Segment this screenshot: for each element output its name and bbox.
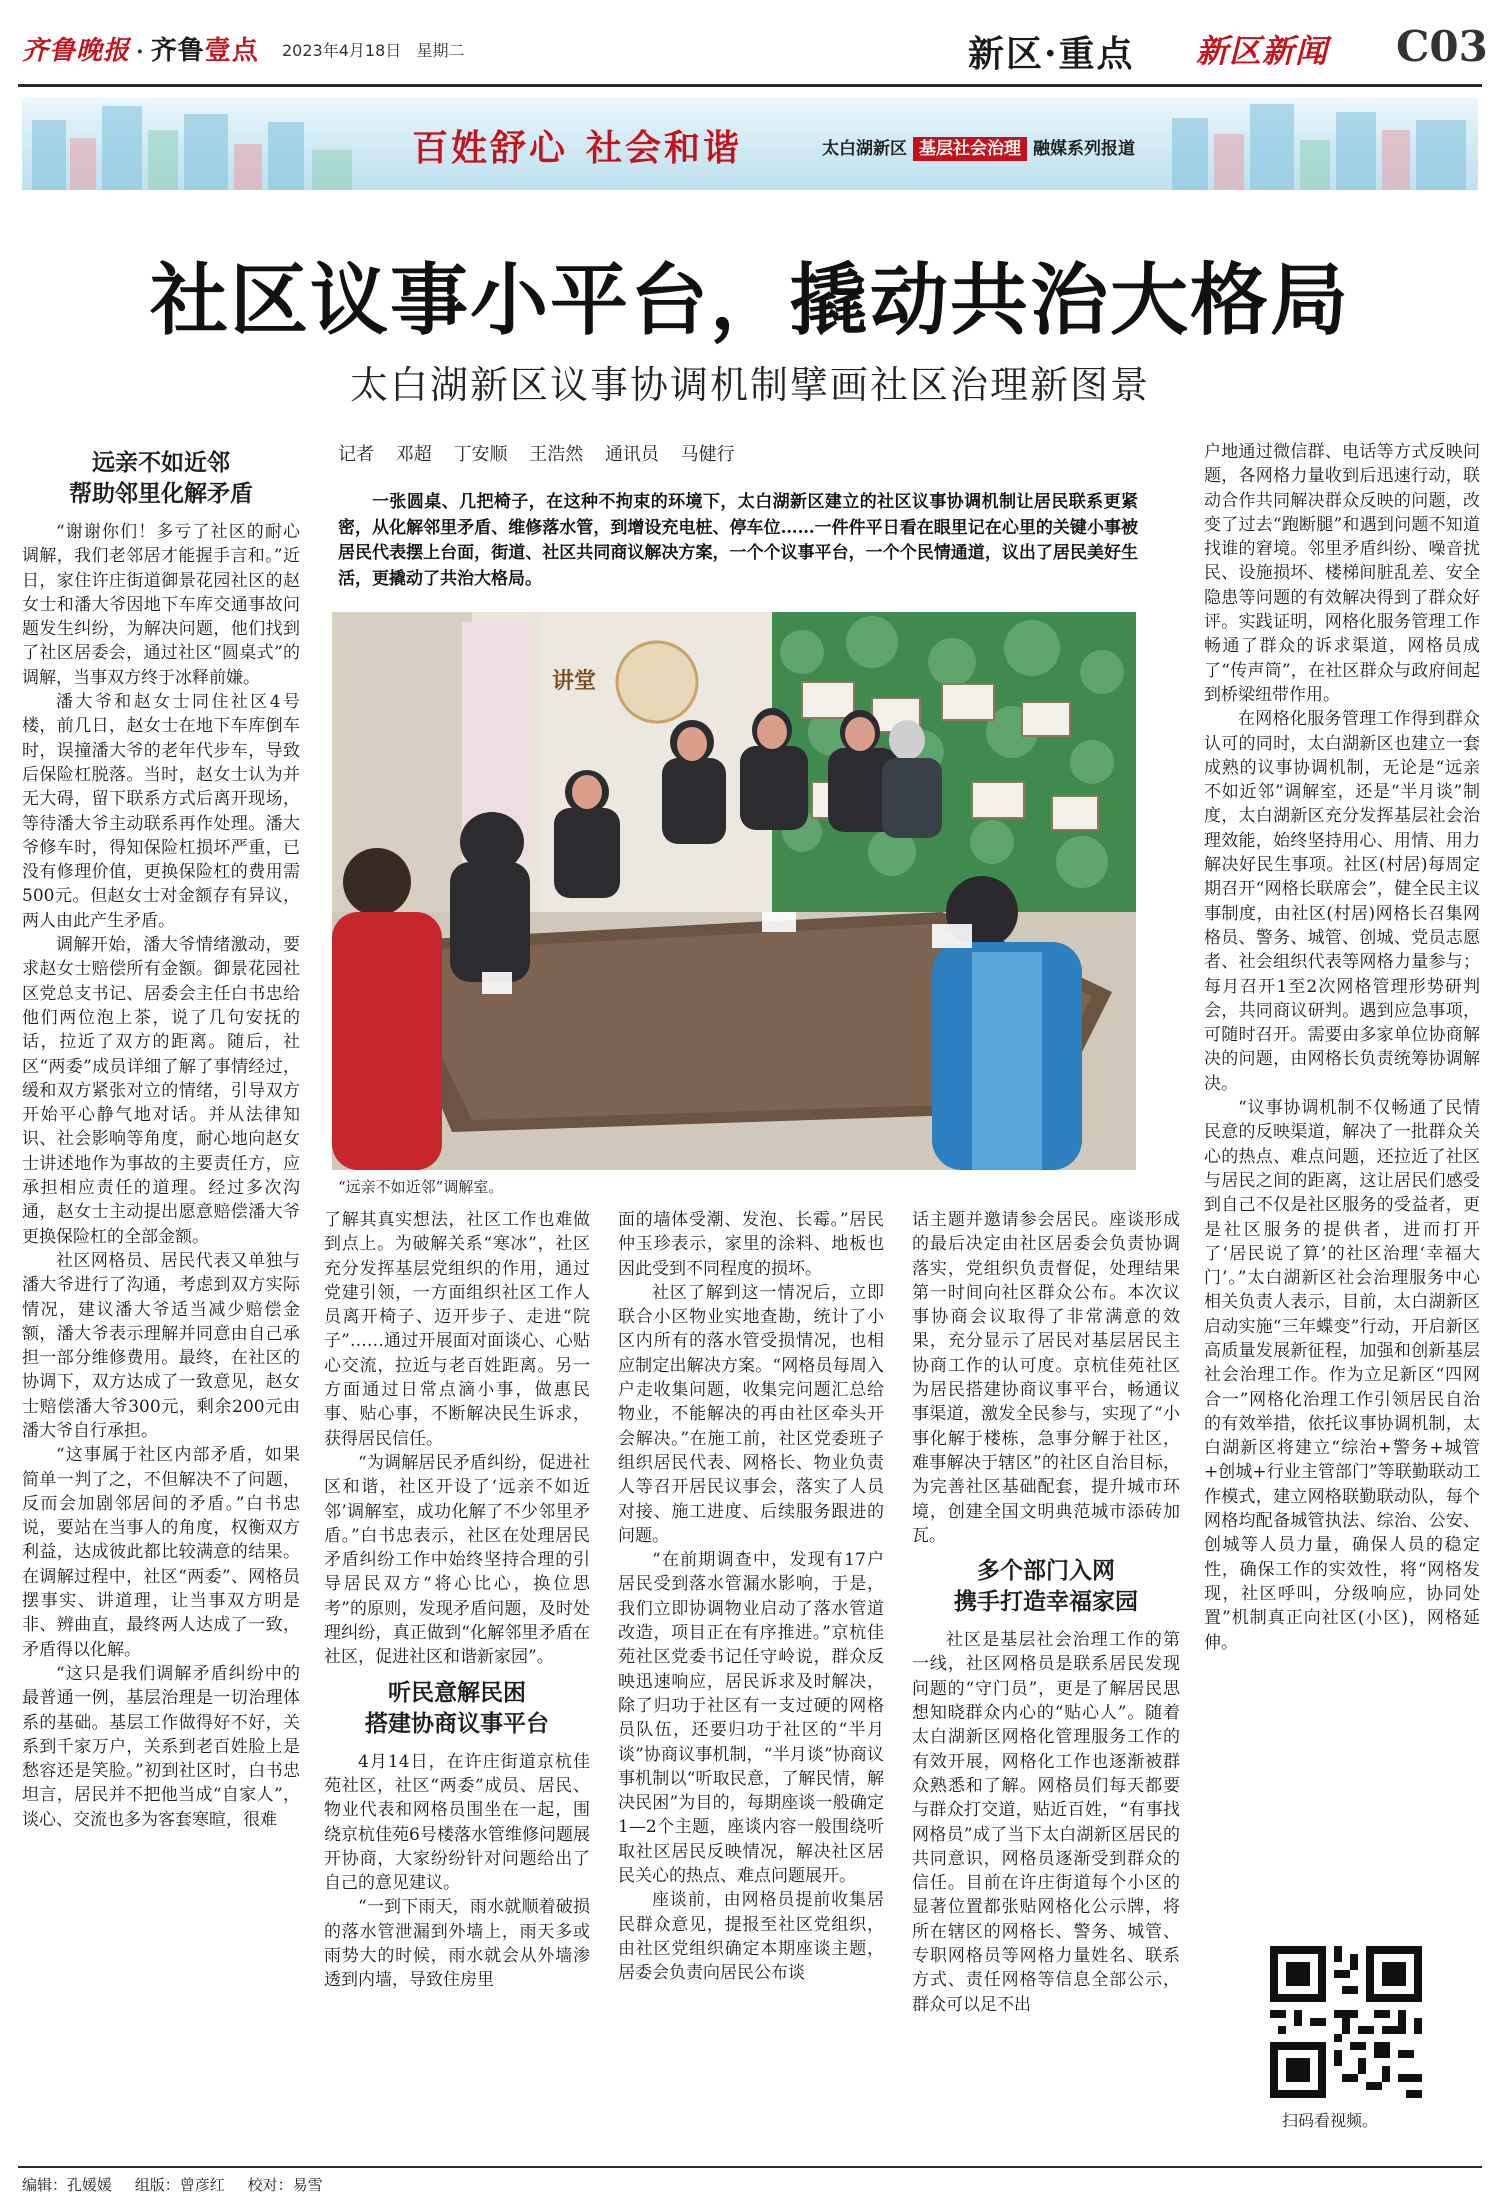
byline-role: 记者: [338, 444, 374, 465]
paragraph: 面的墙体受潮、发泡、长霉。”居民仲玉珍表示，家里的涂料、地板也因此受到不同程度的损坏。: [618, 1210, 884, 1279]
paragraph: “在前期调查中，发现有17户居民受到落水管漏水影响，于是，我们立即协调物业启动了落水管道改造，项目正在有序推进。”京杭佳苑社区党委书记任守岭说，群众反映迅速响应，居民诉求及时解决，除了归功于社区有一支过硬的网格员队伍，还要归功于社区的“半月谈”协商议事机制，“半月谈”协商议事机制以“听取民意，了解民情，解决民困”为目的，每期座谈一般确定1—2个主题，座谈内容一般围绕听取社区居民反映情况，解决社区居民关心的热点、难点问题展开。: [618, 1550, 884, 1887]
paragraph: “议事协调机制不仅畅通了民情民意的反映渠道，解决了一批群众关心的热点、难点问题，还拉近了社区与居民之间的距离，这让居民们感受到自己不仅是社区服务的受益者，更是社区服务的提供者，进而打开了‘居民说了算’的社区治理‘幸福大门’。”太白湖新区社会治理服务中心相关负责人表示，目前，太白湖新区启动实施“三年蝶变”行动，开启新区高质量发展新征程，加强和创新基层社会治理工作。作为立足新区“四网合一”网格化治理工作引领居民自治的有效举措，依托议事协调机制，太白湖新区将建立“综治+警务+城管+创城+行业主管部门”等联勤联动工作模式，建立网格联勤联动队，每个网格均配备城管执法、综治、公安、创城等人员力量，确保人员的稳定性，确保工作的实效性，将“网格发现，社区呼叫，分级响应，协同处置”机制真正向社区(小区)，网格延伸。: [1204, 1098, 1480, 1653]
qr-code-icon: [1270, 1946, 1422, 2098]
paragraph: 社区网格员、居民代表又单独与潘大爷进行了沟通，考虑到双方实际情况，建议潘大爷适当减少赔偿金额，潘大爷表示理解并同意由自己承担一部分维修费用。最终，在社区的协调下，双方达成了一致意见，赵女士赔偿潘大爷300元，剩余200元由潘大爷自行承担。: [22, 1250, 300, 1441]
section-heading-line: 多个部门入网: [977, 1558, 1115, 1585]
banner-series-tag: [822, 134, 1135, 159]
paragraph: 4月14日，在许庄街道京杭佳苑社区，社区“两委”成员、居民、物业代表和网格员围坐在一起，围绕京杭佳苑6号楼落水管维修问题展开协商，大家纷纷针对问题给出了自己的意见建议。: [324, 1751, 590, 1894]
brand-separator: ·: [136, 39, 145, 65]
section-heading-line: 帮助邻里化解矛盾: [69, 481, 253, 507]
paragraph: 潘大爷和赵女士同住社区4号楼，前几日，赵女士在地下车库倒车时，误撞潘大爷的老年代步车，导致后保险杠脱落。当时，赵女士认为并无大碍，留下联系方式后离开现场，等待潘大爷主动联系再作处理。潘大爷修车时，得知保险杠损坏严重，已没有修理价值，更换保险杠的费用需500元。但赵女士对金额存有异议，两人由此产生矛盾。: [22, 692, 300, 931]
paragraph: 户地通过微信群、电话等方式反映问题，各网格力量收到后迅速行动，联动合作共同解决群众反映的问题，改变了过去“跑断腿”和遇到问题不知道找谁的窘境。邻里矛盾纠纷、噪音扰民、设施损坏、楼梯间脏乱差、安全隐患等问题的有效解决得到了群众好评。实践证明，网格化服务管理工作畅通了群众的诉求渠道，网格员成了“传声筒”，在社区群众与政府间起到桥梁纽带作用。: [1204, 442, 1480, 705]
column-1: [22, 440, 300, 1832]
qr-code[interactable]: [1270, 1946, 1422, 2098]
photo-sign-text: 讲堂: [551, 668, 596, 694]
footer-proofreader: 校对：易雪: [247, 2176, 323, 2194]
paragraph: 话主题并邀请参会居民。座谈形成的最后决定由社区居委会负责协调落实，党组织负责督促，处理结果第一时间向社区群众公布。本次议事协商会议取得了非常满意的效果，充分显示了居民对基层居民主协商工作的认可度。京杭佳苑社区为居民搭建协商议事平台，畅通议事渠道，激发全民参与，实现了“小事化解于楼栋，急事分解于社区，难事解决于辖区”的社区自治目标，为完善社区基础配套，提升城市环境，创建全国文明典范城市添砖加瓦。: [912, 1210, 1180, 1546]
tag-prefix: 太白湖新区: [822, 139, 907, 159]
app-brand-b: 壹点: [204, 36, 259, 66]
footer-rule: [18, 2166, 1482, 2168]
banner-slogan: [412, 120, 742, 171]
byline-role: 通讯员: [604, 444, 659, 465]
section-heading-3: [912, 1556, 1180, 1618]
paragraph: “为调解居民矛盾纠纷，促进社区和谐，社区开设了‘远亲不如近邻’调解室，成功化解了不少邻里矛盾。”白书忠表示，社区在处理居民矛盾纠纷工作中始终坚持合理的引导居民双方“将心比心，换位思考”的原则，发现矛盾问题，及时处理纠纷，真正做到“化解邻里矛盾在社区，促进社区和谐新家园”。: [324, 1452, 590, 1668]
paragraph: “一到下雨天，雨水就顺着破损的落水管泄漏到外墙上，雨天多或雨势大的时候，雨水就会从外墙渗透到内墙，导致住房里: [324, 1897, 590, 1991]
byline-author: 丁安顺: [453, 444, 508, 465]
footer-layout: 组版：曾彦红: [134, 2176, 225, 2194]
paragraph: “这事属于社区内部矛盾，如果简单一判了之，不但解决不了问题，反而会加剧邻居间的矛盾。”白书忠说，要站在当事人的角度，权衡双方利益，达成彼此都比较满意的结果。在调解过程中，社区“两委”、网格员摆事实、讲道理，让当事双方明是非、辨曲直，最终两人达成了一致，矛盾得以化解。: [22, 1445, 300, 1660]
photo-caption: “远亲不如近邻”调解室。: [338, 1178, 504, 1196]
paragraph: 社区了解到这一情况后，立即联合小区物业实地查勘，统计了小区内所有的落水管受损情况，也相应制定出解决方案。“网格员每周入户走收集问题，收集完问题汇总给物业，不能解决的再由社区牵头开会解决。”在施工前，社区党委班子组织居民代表、网格长、物业负责人等召开居民议事会，落实了人员对接、施工进度、后续服务跟进的问题。: [618, 1282, 884, 1546]
tag-highlight: 基层社会治理: [913, 137, 1027, 161]
article-lead: 一张圆桌、几把椅子，在这种不拘束的环境下，太白湖新区建立的社区议事协调机制让居民联系更紧密，从化解邻里矛盾、维修落水管，到增设充电桩、停车位……一件件平日看在眼里记在心里的关键小事被居民代表摆上台面，街道、社区共同商议解决方案，一个个议事平台，一个个民情通道，议出了居民美好生活，更撬动了共治大格局。: [338, 492, 1138, 589]
paper-name: 齐鲁晚报: [22, 36, 131, 66]
footer-credits: [22, 2174, 341, 2195]
section-heading-line: 携手打造幸福家园: [954, 1589, 1138, 1616]
column-4: [912, 1208, 1180, 2017]
section-title: 新区·重点: [968, 33, 1135, 75]
section-heading-line: 听民意解民困: [388, 1679, 526, 1706]
section-heading-line: 搭建协商议事平台: [365, 1710, 549, 1737]
byline-author: 邓超: [395, 444, 432, 465]
section-heading-line: 远亲不如近邻: [92, 450, 230, 476]
paragraph: 座谈前，由网格员提前收集居民群众意见，提报至社区党组织，由社区党组织确定本期座谈主题，居委会负责向居民公布谈: [618, 1890, 884, 1984]
section-heading-2: [324, 1678, 590, 1740]
slogan-part-1: 百姓舒心: [412, 127, 569, 169]
qr-caption: 扫码看视频。: [1282, 2111, 1379, 2130]
meeting-photo-illustration: [332, 612, 1136, 1170]
masthead-rule: [18, 84, 1482, 87]
paragraph: 了解其真实想法，社区工作也难做到点上。为破解关系“寒冰”，社区充分发挥基层党组织的作用，通过党建引领，一方面组织社区工作人员离开椅子、迈开步子、走进“院子”……通过开展面对面谈心、心贴心交流，拉近与老百姓距离。另一方面通过日常点滴小事，做惠民事、贴心事，不断解决民生诉求，获得居民信任。: [324, 1210, 590, 1449]
date-text: 2023年4月18日: [282, 41, 402, 60]
paragraph: 调解开始，潘大爷情绪激动，要求赵女士赔偿所有金额。御景花园社区党总支书记、居委会主任白书忠给他们两位泡上茶，说了几句安抚的话，拉近了双方的距离。随后，社区“两委”成员详细了解了事情经过，缓和双方紧张对立的情绪，引导双方开始平心静气地对话。并从法律知识、社会影响等角度，耐心地向赵女士讲述地作为事故的主要责任方，应承担相应责任的道理。经过多次沟通，赵女士主动提出愿意赔偿潘大爷更换保险杠的全部金额。: [22, 935, 300, 1247]
paragraph: 社区是基层社会治理工作的第一线，社区网格员是联系居民发现问题的“守门员”，更是了解居民思想知晓群众内心的“贴心人”。随着太白湖新区网格化管理服务工作的有效开展，网格化工作也逐渐被群众熟悉和了解。网格员们每天都要与群众打交道，贴近百姓，“有事找网格员”成了当下太白湖新区居民的共同意识，网格员逐渐受到群众的信任。目前在许庄街道每个小区的显著位置都张贴网格化公示牌，将所在辖区的网格长、警务、城管、专职网格员等网格力量姓名、联系方式、责任网格等信息全部公示，群众可以足不出: [912, 1630, 1180, 2015]
subsection-title: 新区新闻: [1196, 32, 1329, 70]
article-headline: 社区议事小平台，撬动共治大格局: [149, 255, 1350, 346]
footer-editor: 编辑：孔媛媛: [22, 2176, 113, 2194]
app-brand: [151, 36, 259, 66]
column-2: [324, 1208, 590, 1993]
app-brand-a: 齐鲁: [150, 36, 205, 66]
column-5: [1204, 440, 1480, 1655]
paragraph: “谢谢你们！多亏了社区的耐心调解，我们老邻居才能握手言和。”近日，家住许庄街道御景花园社区的赵女士和潘大爷因地下车库交通事故问题发生纠纷，为解决问题，他们找到了社区居委会，通过社区“圆桌式”的调解，当事双方终于冰释前嫌。: [22, 522, 300, 688]
byline: [338, 440, 751, 466]
masthead-brand: [22, 30, 259, 67]
weekday-text: 星期二: [416, 41, 465, 60]
column-3: [618, 1208, 884, 1986]
byline-author: 马健行: [680, 444, 735, 465]
article-subhead: 太白湖新区议事协调机制擘画社区治理新图景: [349, 363, 1150, 407]
series-banner: [22, 98, 1478, 190]
paragraph: “这只是我们调解矛盾纠纷中的最普通一例，基层治理是一切治理体系的基础。基层工作做得好不好，关系到千家万户，关系到老百姓脸上是愁容还是笑脸。”初到社区时，白书忠坦言，居民并不把他当成“自家人”，谈心、交流也多为客套寒暄，很难: [22, 1663, 300, 1830]
issue-date: [282, 38, 465, 61]
byline-author: 王浩然: [529, 444, 584, 465]
tag-suffix: 融媒系列报道: [1033, 139, 1135, 159]
page-number: C03: [1396, 22, 1488, 71]
slogan-part-2: 社会和谐: [586, 127, 743, 169]
section-heading-1: [22, 448, 300, 510]
paragraph: 在网格化服务管理工作得到群众认可的同时，太白湖新区也建立一套成熟的议事协调机制，无论是“远亲不如近邻”调解室，还是“半月谈”制度，太白湖新区充分发挥基层社会治理效能，始终坚持用心、用情、用力解决好民生事项。社区(村居)每周定期召开“网格长联席会”，健全民主议事制度，由社区(村居)网格长召集网格员、警务、城管、创城、党员志愿者、社会组织代表等网格力量参与；每月召开1至2次网格管理形势研判会，共同商议研判。遇到应急事项，可随时召开。需要由多家单位协商解决的问题，由网格长负责统筹协调解决。: [1204, 709, 1480, 1094]
article-photo: [332, 612, 1136, 1170]
